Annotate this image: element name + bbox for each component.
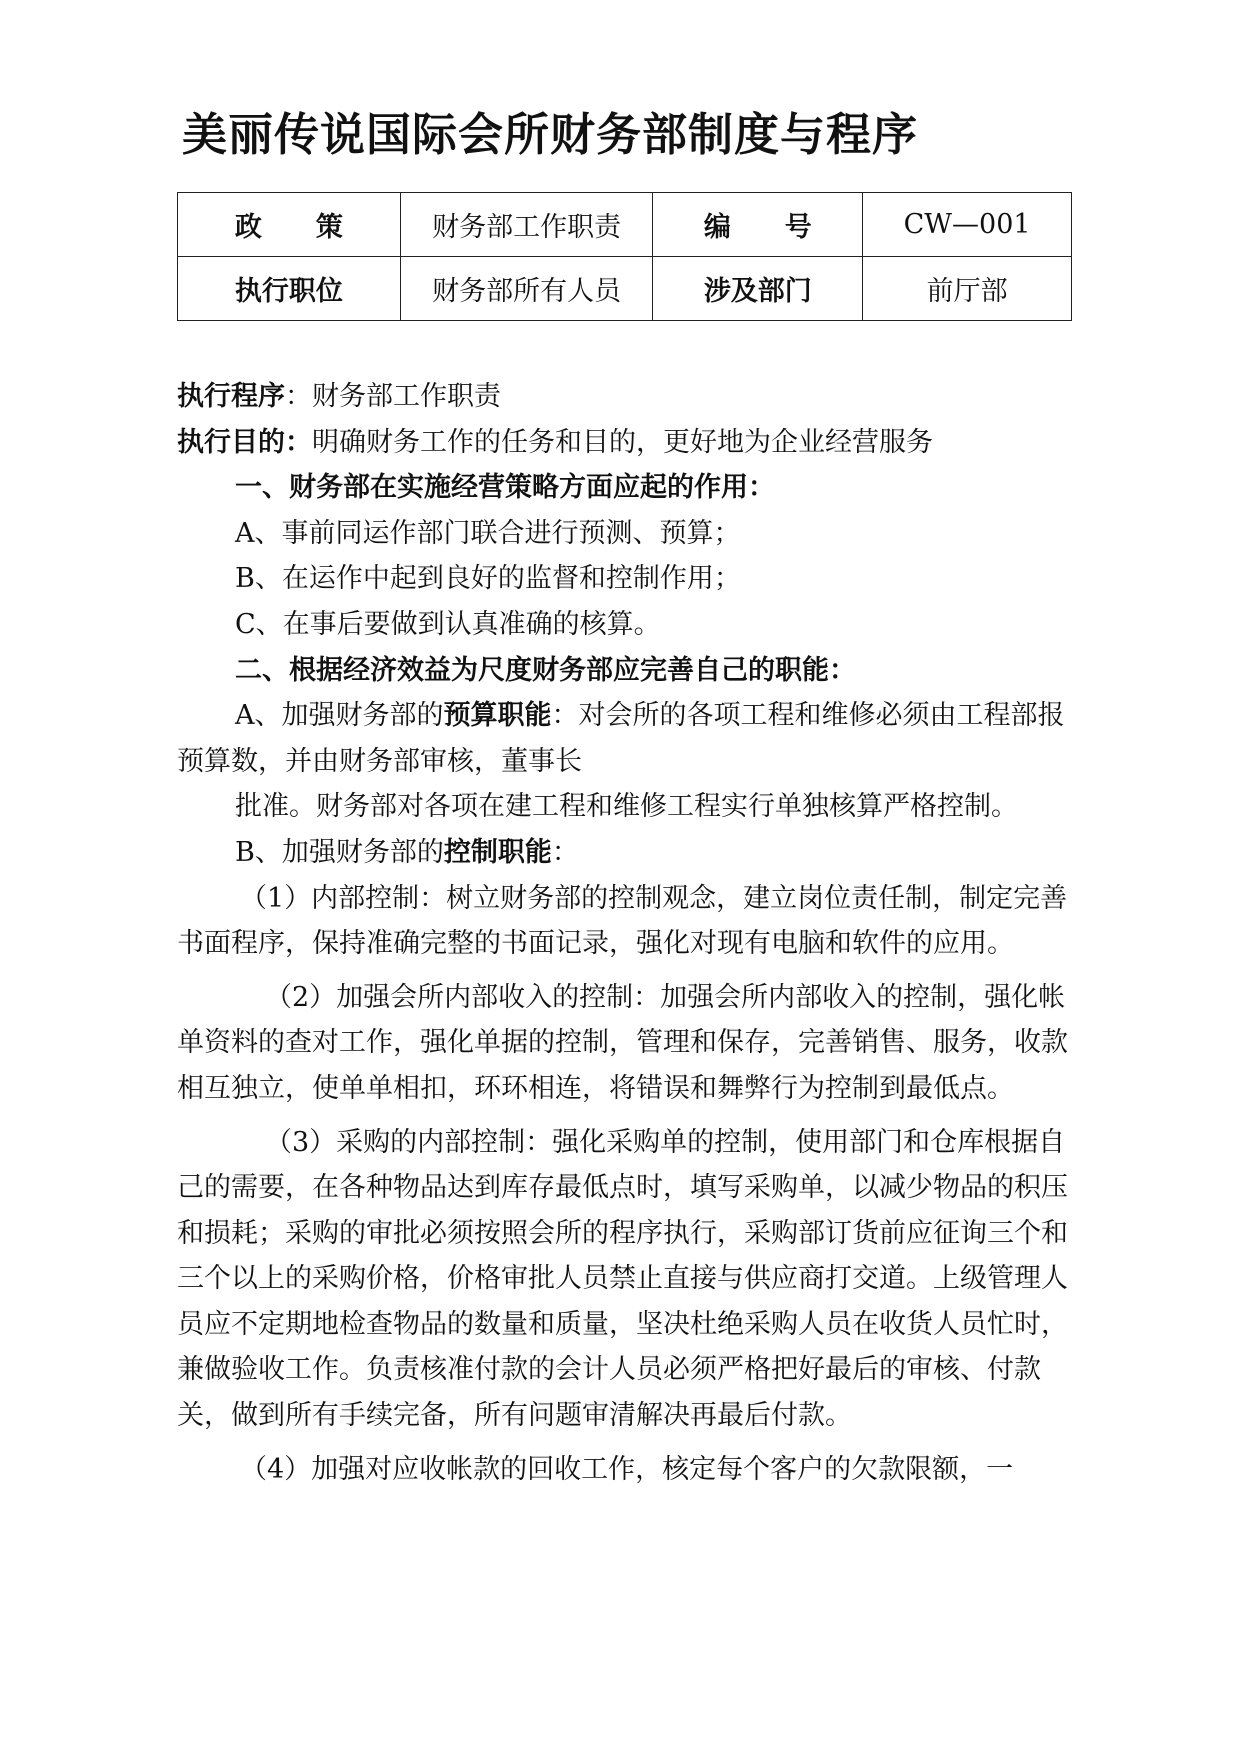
- sub-item-receivables: （4）加强对应收帐款的回收工作，核定每个客户的欠款限额，一: [240, 1453, 1014, 1485]
- section-heading-1: 一、财务部在实施经营策略方面应起的作用：: [235, 472, 775, 504]
- procedure-line: [177, 374, 1072, 420]
- sub-item-purchase-control: （3）采购的内部控制：强化采购单的控制，使用部门和仓库根据自己的需要，在各种物品达到库存最低点时，填写采购单，以减少物品的积压和损耗；采购的审批必须按照会所的程序执行，采购部订货前应征询三个和三个以上的采购价格，价格审批人员禁止直接与供应商打交道。上级管理人员应不定期地检查物品的数量和质量，坚决杜绝采购人员在收货人员忙时，兼做验收工作。负责核准付款的会计人员必须严格把好最后的审核、付款关，做到所有手续完备，所有问题审清解决再最后付款。: [177, 1126, 1068, 1432]
- table-row: [178, 257, 1072, 321]
- item-2b-prefix: B、加强财务部的: [235, 836, 444, 868]
- policy-info-table: [177, 192, 1072, 321]
- document-body: [177, 374, 1072, 1492]
- purpose-value: 明确财务工作的任务和目的，更好地为企业经营服务: [312, 426, 933, 458]
- list-item: B、在运作中起到良好的监督和控制作用；: [235, 563, 741, 595]
- position-label: 执行职位: [178, 257, 401, 321]
- control-function-term: 控制职能: [443, 836, 552, 868]
- item-2a-text: ：对会所的各项工程和维修必须由工程部报预算数，并由财务部审核，董事长: [177, 700, 1065, 777]
- budget-function-term: 预算职能: [443, 700, 552, 732]
- item-2b-suffix: ：: [551, 836, 579, 868]
- list-item: C、在事后要做到认真准确的核算。: [235, 608, 661, 640]
- procedure-label: 执行程序: [177, 381, 285, 412]
- number-label: 编 号: [653, 193, 863, 257]
- document-title: 美丽传说国际会所财务部制度与程序: [181, 108, 918, 161]
- policy-label: 政 策: [178, 193, 401, 257]
- procedure-value: ：财务部工作职责: [285, 381, 501, 412]
- sub-item-revenue-control: （2）加强会所内部收入的控制：加强会所内部收入的控制，强化帐单资料的查对工作，强化单据的控制，管理和保存，完善销售、服务，收款相互独立，使单单相扣，环环相连，将错误和舞弊行为控制到最低点。: [177, 981, 1068, 1104]
- list-item: [177, 830, 1072, 876]
- table-row: [178, 193, 1072, 257]
- section-heading-2: 二、根据经济效益为尺度财务部应完善自己的职能：: [235, 654, 856, 686]
- list-item-continuation: 批准。财务部对各项在建工程和维修工程实行单独核算严格控制。: [235, 791, 1018, 823]
- list-item: A、事前同运作部门联合进行预测、预算；: [235, 517, 741, 549]
- dept-label: 涉及部门: [653, 257, 863, 321]
- position-value: 财务部所有人员: [400, 257, 653, 321]
- dept-value: 前厅部: [863, 257, 1072, 321]
- sub-item-internal-control: （1）内部控制：树立财务部的控制观念，建立岗位责任制，制定完善书面程序，保持准确完整的书面记录，强化对现有电脑和软件的应用。: [177, 882, 1068, 960]
- item-2a-prefix: A、加强财务部的: [235, 700, 444, 732]
- list-item: [177, 693, 1072, 784]
- policy-value: 财务部工作职责: [400, 193, 653, 257]
- number-value: CW—001: [863, 193, 1072, 257]
- purpose-line: [177, 420, 1072, 466]
- purpose-label: 执行目的：: [177, 426, 312, 458]
